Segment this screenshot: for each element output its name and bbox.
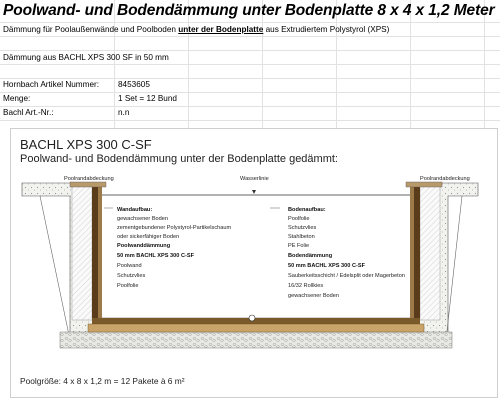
pool-wall-right bbox=[410, 186, 414, 320]
floor-layer: 16/32 Rollkies bbox=[288, 283, 324, 289]
wall-insulation-product: 50 mm BACHL XPS 300 C-SF bbox=[117, 253, 194, 259]
description-text-end: aus Extrudiertem Polystyrol (XPS) bbox=[263, 25, 390, 34]
wall-insulation-heading: Poolwanddämmung bbox=[117, 243, 171, 249]
water-level-marker bbox=[252, 190, 256, 194]
floor-slab bbox=[92, 318, 420, 324]
material-cell[interactable]: Dämmung aus BACHL XPS 300 SF in 50 mm bbox=[3, 53, 169, 62]
description-highlight: unter der Bodenplatte bbox=[178, 25, 264, 34]
wall-layer: gewachsener Boden bbox=[117, 216, 169, 222]
floor-insulation bbox=[88, 324, 424, 332]
floor-layer: Stahlbeton bbox=[288, 234, 315, 240]
wall-layer: Poolfolie bbox=[117, 283, 139, 289]
floor-layer: gewachsener Boden bbox=[288, 293, 340, 299]
wall-layer: Schutzvlies bbox=[117, 273, 146, 279]
wall-layer: oder sickerfähiger Boden bbox=[117, 234, 180, 240]
wall-heading: Wandaufbau: bbox=[117, 207, 153, 213]
floor-layer: Schutzvlies bbox=[288, 225, 317, 231]
article-number-value[interactable]: 8453605 bbox=[118, 80, 150, 89]
label-coping-left: Poolrandabdeckung bbox=[64, 176, 114, 182]
wall-backfill-left bbox=[72, 186, 92, 320]
label-water-line: Wasserlinie bbox=[240, 176, 269, 182]
page-title: Poolwand- und Bodendämmung unter Bodenplatte 8 x 4 x 1,2 Meter bbox=[3, 2, 495, 19]
wall-backfill-right bbox=[420, 186, 440, 320]
bachl-article-label[interactable]: Bachl Art.-Nr.: bbox=[3, 108, 54, 117]
quantity-label[interactable]: Menge: bbox=[3, 94, 31, 103]
pool-size-note: Poolgröße: 4 x 8 x 1,2 m = 12 Pakete à 6 m² bbox=[20, 376, 185, 386]
gravel-bed bbox=[60, 332, 452, 348]
bachl-article-value[interactable]: n.n bbox=[118, 108, 130, 117]
coping-left bbox=[70, 182, 106, 187]
drawing-subtitle: Poolwand- und Bodendämmung unter der Bodenplatte gedämmt: bbox=[20, 153, 338, 165]
floor-heading: Bodenaufbau: bbox=[288, 207, 326, 213]
coping-right bbox=[406, 182, 442, 187]
floor-layer: PE Folie bbox=[288, 243, 310, 249]
wall-insulation-right bbox=[414, 186, 420, 324]
wall-layer: Poolwand bbox=[117, 263, 142, 269]
floor-layer: Sauberkeitsschicht / Edelsplit oder Magerbeton bbox=[288, 273, 405, 279]
floor-insulation-product: 50 mm BACHL XPS 300 C-SF bbox=[288, 263, 365, 269]
floor-layer: Poolfolie bbox=[288, 216, 310, 222]
wall-layer: zementgebundener Polystyrol-Partikelschaum bbox=[117, 225, 232, 231]
pool-wall-left bbox=[98, 186, 102, 320]
wall-insulation-left bbox=[92, 186, 98, 324]
quantity-value[interactable]: 1 Set = 12 Bund bbox=[118, 94, 177, 103]
floor-drain bbox=[249, 315, 255, 321]
floor-insulation-heading: Bodendämmung bbox=[288, 253, 333, 259]
article-number-label[interactable]: Hornbach Artikel Nummer: bbox=[3, 80, 100, 89]
label-coping-right: Poolrandabdeckung bbox=[420, 176, 470, 182]
description-text: Dämmung für Poolaußenwände und Poolboden bbox=[3, 25, 179, 34]
drawing-title: BACHL XPS 300 C-SF bbox=[20, 137, 152, 152]
